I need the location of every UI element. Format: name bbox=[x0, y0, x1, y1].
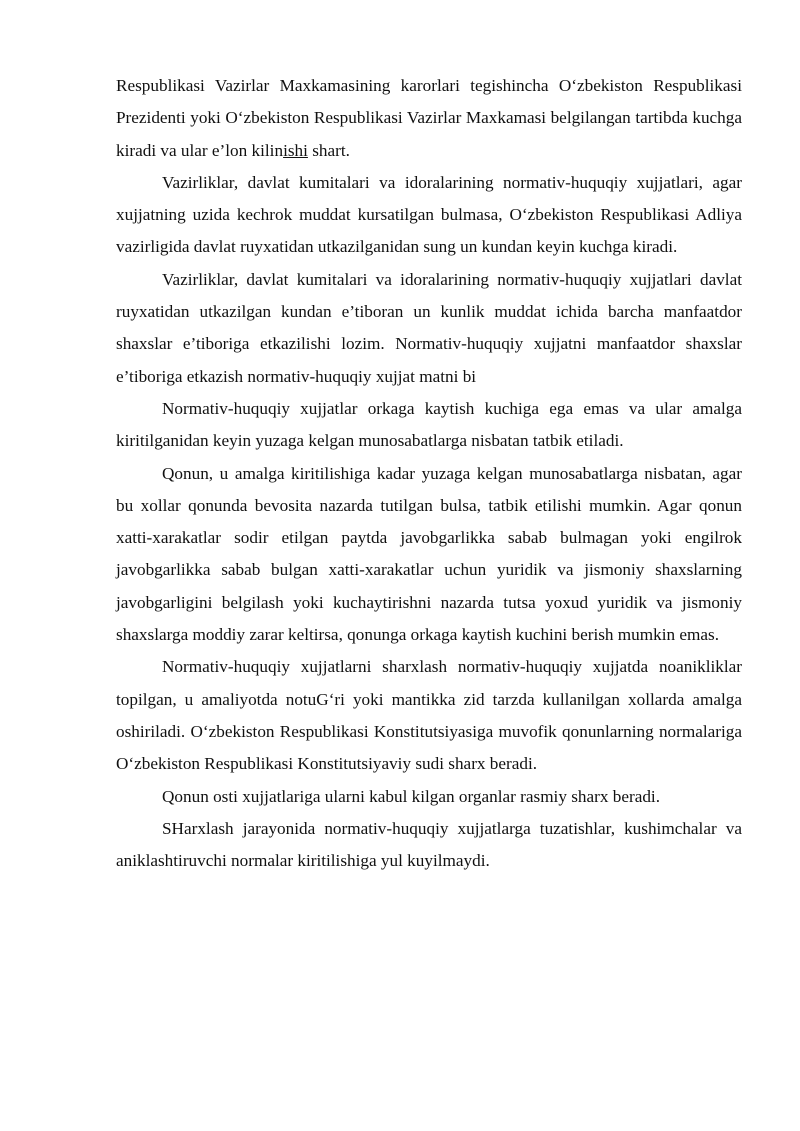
paragraph: Vazirliklar, davlat kumitalari va idoralarining normativ-huquqiy xujjatlari davlat ruyxatidan utkazilgan kundan e’tiboran un kunlik muddat ichida barcha manfaatdor shaxslar e’tiboriga etkazilishi lozim. Normativ-huquqiy xujjatni manfaatdor shaxslar e’tiboriga etkazish normativ-huquqiy xujjat matni bi bbox=[116, 269, 742, 386]
paragraph: Qonun, u amalga kiritilishiga kadar yuzaga kelgan munosabatlarga nisbatan, agar bu xollar qonunda bevosita nazarda tutilgan bulsa, tatbik etilishi mumkin. Agar qonun xatti-xarakatlar sodir etilgan paytda javobgarlikka sabab bulmagan yoki engilrok javobgarlikka sabab bulgan xatti-xarakatlar uchun yuridik va jismoniy shaxslarning javobgarligini belgilash yoki kuchaytirishni nazarda tutsa yoxud yuridik va jismoniy shaxslarga moddiy zarar keltirsa, qonunga orkaga kaytish kuchini berish mumkin emas. bbox=[116, 463, 742, 645]
paragraph: Normativ-huquqiy xujjatlarni sharxlash normativ-huquqiy xujjatda noanikliklar topilgan, u amaliyotda notuG‘ri yoki mantikka zid tarzda kullanilgan xollarda amalga oshiriladi. O‘zbekiston Respublikasi Konstitutsiyasiga muvofik qonunlarning normalariga O‘zbekiston Respublikasi Konstitutsiyaviy sudi sharx beradi. bbox=[116, 657, 742, 774]
paragraph-continuation bbox=[116, 70, 742, 167]
document-page bbox=[116, 70, 742, 877]
underlined-text: ishi bbox=[283, 140, 308, 160]
paragraph-text: shart. bbox=[307, 140, 350, 160]
paragraph: Normativ-huquqiy xujjatlar orkaga kaytish kuchiga ega emas va ular amalga kiritilganidan keyin yuzaga kelgan munosabatlarga nisbatan tatbik etiladi. bbox=[116, 398, 742, 451]
paragraph: Vazirliklar, davlat kumitalari va idoralarining normativ-huquqiy xujjatlari, agar xujjatning uzida kechrok muddat kursatilgan bulmasa, O‘zbekiston Respublikasi Adliya vazirligida davlat ruyxatidan utkazilganidan sung un kundan keyin kuchga kiradi. bbox=[116, 172, 742, 257]
paragraph-text: Respublikasi Vazirlar Maxkamasining karorlari tegishincha O‘zbekiston Respublikasi Prezidenti yoki O‘zbekiston Respublikasi Vazirlar Maxkamasi belgilangan tartibda kuchga kiradi va ular e’lon kilin bbox=[116, 76, 742, 160]
paragraph: Qonun osti xujjatlariga ularni kabul kilgan organlar rasmiy sharx beradi. bbox=[162, 786, 660, 806]
paragraph: SHarxlash jarayonida normativ-huquqiy xujjatlarga tuzatishlar, kushimchalar va aniklashtiruvchi normalar kiritilishiga yul kuyilmaydi. bbox=[116, 818, 742, 871]
